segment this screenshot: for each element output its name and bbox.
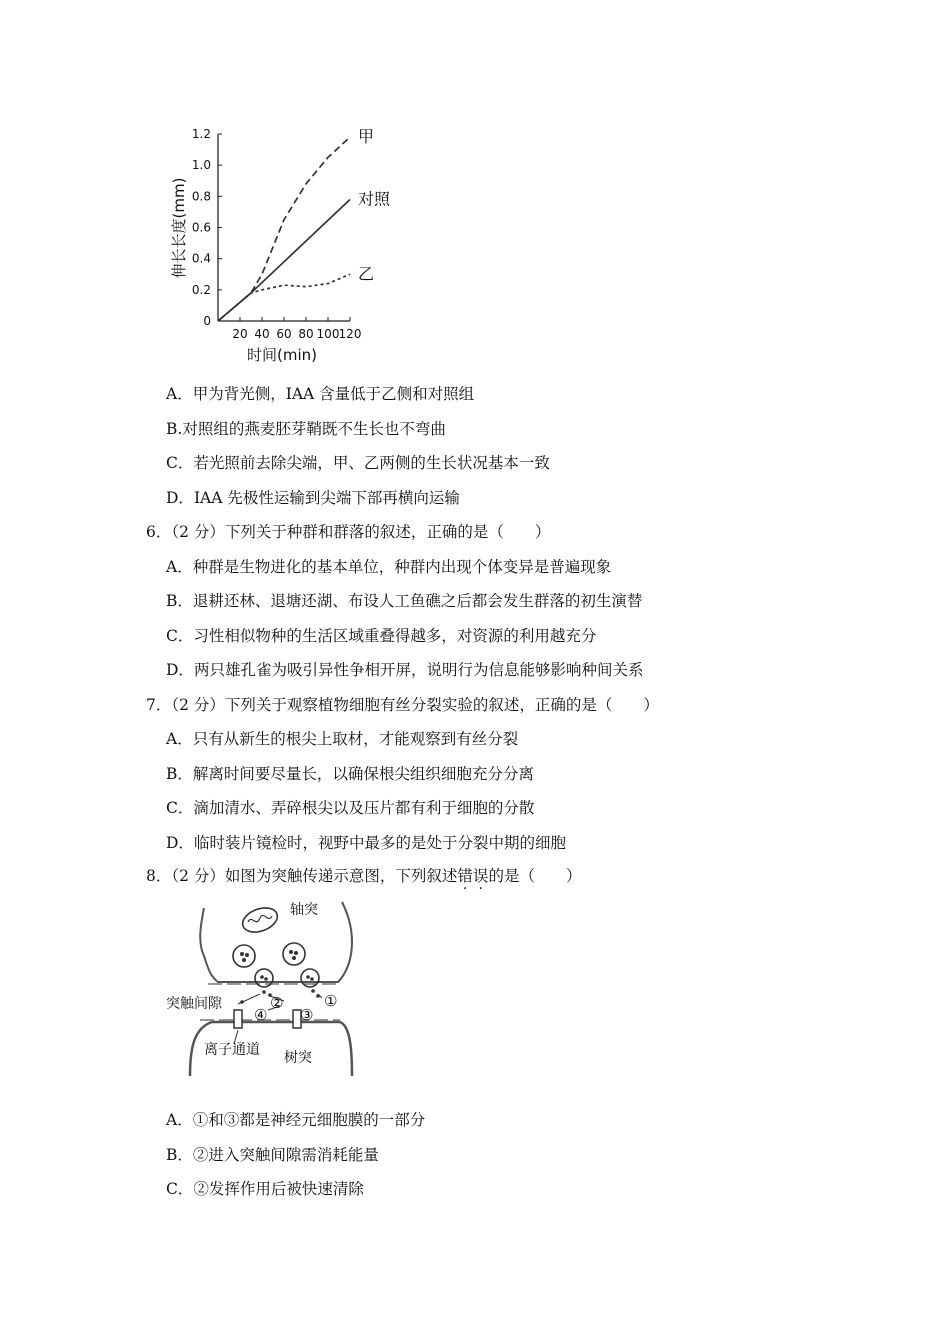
q8-option-a: A．①和③都是神经元细胞膜的一部分	[166, 1111, 426, 1129]
y-tick-label: 0.8	[191, 189, 211, 204]
y-tick-label: 0.6	[191, 220, 211, 235]
q6-option-d: D．两只雄孔雀为吸引异性争相开屏，说明行为信息能够影响种间关系	[166, 661, 644, 679]
q6-stem: 6．（2 分）下列关于种群和群落的叙述，正确的是（ ）	[146, 523, 551, 541]
emphasized-char: 误	[472, 867, 489, 885]
x-tick-label: 60	[276, 327, 292, 341]
label-dendrite: 树突	[284, 1050, 312, 1066]
x-tick-label: 120	[338, 327, 362, 341]
label-3: ③	[300, 1006, 314, 1024]
x-tick-label: 80	[298, 327, 314, 341]
q8-option-b: B．②进入突触间隙需消耗能量	[166, 1146, 379, 1164]
q5-option-b: B.对照组的燕麦胚芽鞘既不生长也不弯曲	[166, 420, 446, 438]
x-tick-label: 40	[254, 327, 270, 341]
series-label: 乙	[358, 264, 375, 284]
q7-option-c: C．滴加清水、弄碎根尖以及压片都有利于细胞的分散	[166, 799, 535, 817]
chart-series	[218, 127, 391, 321]
q6-option-a: A．种群是生物进化的基本单位，种群内出现个体变异是普遍现象	[166, 558, 612, 576]
series-line-dotted	[218, 274, 350, 321]
label-ion-channel: 离子通道	[204, 1042, 260, 1058]
y-tick-label: 0.4	[191, 251, 211, 266]
y-tick-label: 1.2	[191, 127, 211, 141]
q7-option-d: D．临时装片镜检时，视野中最多的是处于分裂中期的细胞	[166, 834, 566, 852]
y-axis-label: 伸长长度(mm)	[170, 177, 188, 279]
q5-option-c: C．若光照前去除尖端，甲、乙两侧的生长状况基本一致	[166, 454, 550, 472]
y-tick-label: 0.2	[191, 282, 211, 297]
y-tick-label: 1.0	[191, 158, 211, 173]
x-tick-label: 20	[232, 327, 248, 341]
q8-stem: 8．（2 分）如图为突触传递示意图，下列叙述错误的是（ ）	[146, 867, 582, 885]
x-axis-label: 时间(min)	[247, 346, 317, 364]
series-label: 对照	[358, 189, 391, 209]
q6-option-c: C．习性相似物种的生活区域重叠得越多，对资源的利用越充分	[166, 627, 597, 645]
x-tick-label: 100	[316, 327, 340, 341]
series-line-solid	[218, 199, 350, 321]
q8-option-c: C．②发挥作用后被快速清除	[166, 1180, 364, 1198]
q7-option-a: A．只有从新生的根尖上取材，才能观察到有丝分裂	[166, 730, 519, 748]
emphasized-char: 错	[457, 867, 473, 885]
label-axon: 轴突	[290, 902, 318, 918]
chart-axes	[192, 127, 362, 341]
series-line-dashed	[218, 137, 350, 321]
q7-stem: 7．（2 分）下列关于观察植物细胞有丝分裂实验的叙述，正确的是（ ）	[146, 696, 659, 714]
label-cleft: 突触间隙	[166, 996, 222, 1012]
q5-option-a: A．甲为背光侧，IAA 含量低于乙侧和对照组	[166, 385, 475, 403]
q5-option-d: D．IAA 先极性运输到尖端下部再横向运输	[166, 489, 460, 507]
y-tick-label: 0	[203, 314, 211, 328]
growth-chart	[160, 118, 400, 368]
label-1: ①	[324, 992, 338, 1010]
synapse-diagram	[160, 898, 360, 1076]
label-4: ④	[254, 1006, 268, 1024]
emphasis-error	[457, 867, 488, 885]
q6-option-b: B．退耕还林、退塘还湖、布设人工鱼礁之后都会发生群落的初生演替	[166, 592, 643, 610]
series-label: 甲	[358, 127, 375, 147]
q7-option-b: B．解离时间要尽量长，以确保根尖组织细胞充分分离	[166, 765, 534, 783]
label-2: ②	[270, 994, 284, 1012]
